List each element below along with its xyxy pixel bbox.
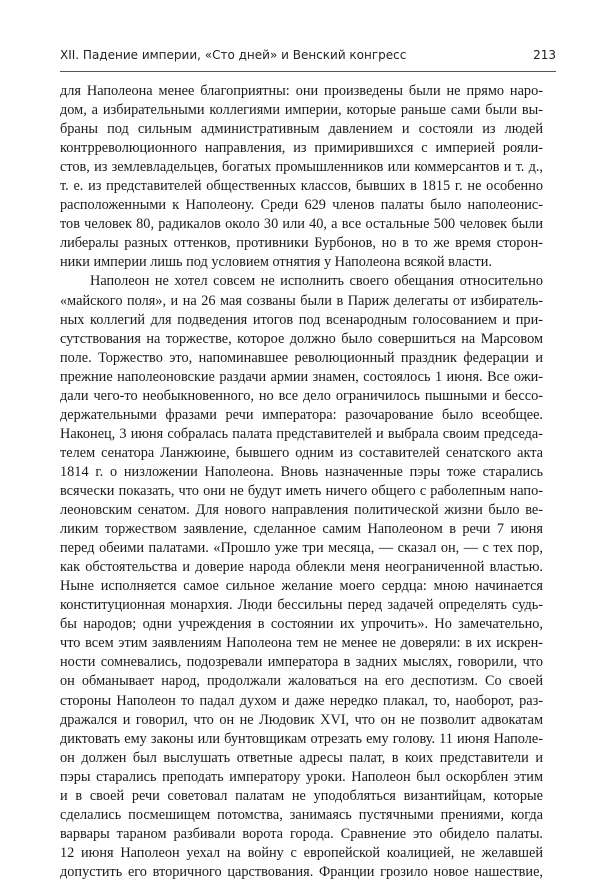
text-line: ных коллегий для подведения итогов под всенародным голосованием и при- xyxy=(60,311,543,328)
text-line: для Наполеона менее благоприятны: они произведены были не прямо наро- xyxy=(60,83,543,99)
text-line: пэры старались преподать императору уроки. Наполеон был оскорблен этим xyxy=(60,768,543,785)
text-line: и в своей речи советовал палатам не уподобляться византийцам, которые xyxy=(60,787,543,804)
page-number: 213 xyxy=(533,48,556,62)
text-line: сутствования на торжестве, которое должно было совершиться на Марсовом xyxy=(60,330,543,347)
text-line: ники империи лишь под условием отнятия у Наполеона всякой власти. xyxy=(60,254,493,271)
text-line: Наполеон не хотел совсем не исполнить своего обещания относительно xyxy=(90,273,543,290)
text-line: т. е. из представителей общественных классов, бывших в 1815 г. не особенно xyxy=(60,178,543,195)
text-line: диктовать ему законы или бунтовщикам отрезать ему голову. 11 июня Наполе- xyxy=(60,730,543,747)
text-line: расположенными к Наполеону. Среди 629 членов палаты было наполеонис- xyxy=(60,197,543,214)
text-line: дражался и говорил, что он не Людовик XVI, что он не позволит адвокатам xyxy=(60,711,543,728)
text-line: конституционная монархия. Люди бессильны перед задачей определять судь- xyxy=(60,597,543,614)
text-line: ликим торжеством заявление, сделанное самим Наполеоном в речи 7 июня xyxy=(60,521,543,538)
text-line: прежние наполеоновские раздачи армии знамен, состоялось 1 июня. Все ожи- xyxy=(60,368,543,385)
text-line: телем сенатора Ланжюине, бывшего одним из составителей сенатского акта xyxy=(60,444,543,461)
running-title: XII. Падение империи, «Сто дней» и Венский конгресс xyxy=(60,48,407,62)
text-line: браны под сильным административным давлением и состояли из людей xyxy=(60,121,543,138)
text-line: 1814 г. о низложении Наполеона. Вновь назначенные пэры тоже старались xyxy=(60,463,543,480)
text-line: леоновским сенатом. Для нового направления политической жизни было ве- xyxy=(60,502,543,519)
text-line: стов, из землевладельцев, богатых промышленников или коммерсантов и т. д., xyxy=(60,159,543,176)
text-line: бы народов; одни учреждения в состоянии их упрочить». Но замечательно, xyxy=(60,616,543,633)
text-line: варвары тараном разбивали ворота города. Сравнение это обидело палаты. xyxy=(60,825,543,842)
text-line: либералы разных оттенков, противники Бурбонов, но в то же время сторон- xyxy=(60,235,543,252)
text-line: допустить его вторичного царствования. Франции грозило новое нашествие, xyxy=(60,863,543,880)
paragraph-1 xyxy=(60,82,543,272)
text-line: держательными фразами речи императора: разочарование было всеобщее. xyxy=(60,406,543,423)
text-line: контрреволюционного направления, из примирившихся с империей рояли- xyxy=(60,140,543,157)
text-line: всячески показать, что они не будут иметь ничего общего с раболепным напо- xyxy=(60,482,543,499)
text-line: перед обеими палатами. «Прошло уже три месяца, — сказал он, — с тех пор, xyxy=(60,540,543,557)
text-line: дали чего-то необыкновенного, но все дело ограничилось пышными и бессо- xyxy=(60,387,543,404)
text-line: ности сомневались, подозревали императора в задних мыслях, говорили, что xyxy=(60,654,543,671)
text-line: как обстоятельства и доверие народа облекли меня неограниченной властью. xyxy=(60,559,543,576)
text-line: дом, а избирательными коллегиями империи, которые раньше сами были вы- xyxy=(60,102,543,119)
body-text xyxy=(60,82,543,882)
text-line: он обманывает народ, продолжали жаловаться на его деспотизм. Со своей xyxy=(60,673,543,690)
text-line: поле. Торжество это, напоминавшее революционный праздник федерации и xyxy=(60,349,543,366)
text-line: он должен был выслушать ответные адресы палат, в коих представители и xyxy=(60,749,543,766)
text-line: 12 июня Наполеон уехал на войну с европейской коалицией, не желавшей xyxy=(60,844,543,861)
text-line: «майского поля», и на 26 мая созваны были в Париж делегаты от избиратель- xyxy=(60,292,543,309)
header-rule xyxy=(60,71,556,72)
text-line: что всем этим заявлениям Наполеона тем не менее не доверяли: в их искрен- xyxy=(60,635,543,652)
paragraph-2 xyxy=(60,272,543,882)
text-line: Ныне исполняется самое сильное желание моего сердца: мною начинается xyxy=(60,578,543,595)
text-line: Наконец, 3 июня собралась палата представителей и выбрала своим председа- xyxy=(60,425,543,442)
text-line: тов человек 80, радикалов около 30 или 40, а все остальные 500 человек были xyxy=(60,216,543,233)
text-line: стороны Наполеон то падал духом и даже нередко плакал, то, наоборот, раз- xyxy=(60,692,543,709)
text-line: сделались посмешищем потомства, занимаясь пустячными прениями, когда xyxy=(60,806,543,823)
